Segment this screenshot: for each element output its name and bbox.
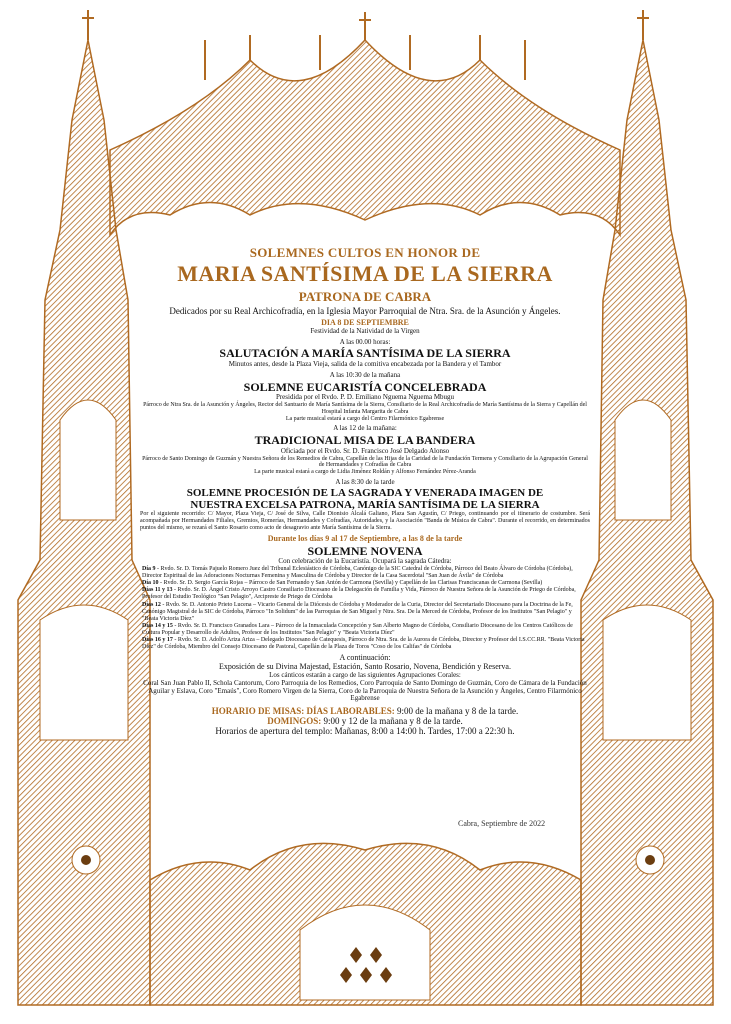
- event-salutacion: SALUTACIÓN A MARÍA SANTÍSIMA DE LA SIERRA: [219, 346, 511, 361]
- content-column: [140, 246, 590, 737]
- exposition: Exposición de su Divina Majestad, Estación, Santo Rosario, Novena, Bendición y Reserva.: [219, 662, 511, 671]
- event-eucaristia-desc: Párroco de Ntra Sra. de la Asunción y Ángeles, Rector del Santuario de María Santísima de la Sierra, Consiliario de la Real Archicofradía de María Santísima de la Sierra y Capellán del Hospital Infanta Margarita de Cabra: [143, 401, 587, 415]
- novena-title: SOLEMNE NOVENA: [307, 543, 423, 558]
- event-eucaristia: SOLEMNE EUCARISTÍA CONCELEBRADA: [243, 379, 487, 394]
- horario-label-domingos: DOMINGOS:: [267, 716, 322, 727]
- dedication-text: Dedicados por su Real Archicofradía, en la Iglesia Mayor Parroquial de Ntra. Sra. de la Asunción y Ángeles.: [169, 305, 561, 316]
- time-4: A las 8:30 de la tarde: [335, 478, 395, 487]
- horario-misas: [140, 706, 590, 736]
- main-title: MARIA SANTÍSIMA DE LA SIERRA: [177, 260, 553, 286]
- day8-date: DIA 8 DE SEPTIEMBRE: [321, 317, 409, 327]
- novena-intro: Con celebración de la Eucaristía. Ocupará la sagrada Cátedra:: [278, 557, 452, 566]
- day8-festivity: Festividad de la Natividad de la Virgen: [310, 326, 420, 335]
- subtitle: SOLEMNES CULTOS EN HONOR DE: [249, 245, 481, 260]
- novena-dates: Durante los días 9 al 17 de Septiembre, a las 8 de la tarde: [267, 533, 463, 543]
- horario-value-domingos: 9:00 y 12 de la mañana y 8 de la tarde.: [321, 716, 463, 727]
- horario-label-laborables: HORARIO DE MISAS: DÍAS LABORABLES:: [211, 706, 395, 717]
- event-procesion-line2: NUESTRA EXCELSA PATRONA, MARÍA SANTÍSIMA DE LA SIERRA: [190, 499, 540, 512]
- event-misa-officiated: Oficiada por el Rvdo. Sr. D. Francisco José Delgado Alonso: [280, 446, 450, 455]
- event-salutacion-desc: Minutos antes, desde la Plaza Vieja, salida de la comitiva encabezada por la Bandera y el Tambor: [228, 359, 502, 368]
- novena-item: Día 9 - Rvdo. Sr. D. Tomás Pajuelo Romero Juez del Tribunal Eclesiástico de Córdoba, Canónigo de la SIC Catedral de Córdoba, Párroco del Beato Álvaro de Córdoba (Córdoba), Director Espiritual de las Adoraciones Nocturnas Femenina y Masculina de Córdoba y Director de la Casa Sacerdotal "San Juan de Ávila" de Córdoba: [142, 566, 573, 580]
- novena-list: [140, 566, 590, 651]
- choirs-intro: Los cánticos estarán a cargo de las siguientes Agrupaciones Corales:: [269, 670, 461, 679]
- novena-item: Día 10 - Rvdo. Sr. D. Sergio García Rojas – Párroco de San Fernando y San Antón de Carmona (Sevilla) y Capellán de las Clarisas Franciscanas de Carmona (Sevilla): [142, 580, 543, 587]
- continuation: A continuación:: [339, 653, 391, 663]
- novena-item: Días 16 y 17 - Rvdo. Sr. D. Adolfo Ariza Ariza – Delegado Diocesano de Catequesis, Párroco de Ntra. Sra. de la Aurora de Córdoba, Director y Profesor del I.S.CC.RR. "Beata Victoria Díez" de Córdoba, Miembro del Consejo Diocesano de Pastoral, Capellán de la Plaza de Toros "Coso de los Califas" de Córdoba: [142, 636, 585, 650]
- novena-item: Días 11 y 13 - Rvdo. Sr. D. Ángel Cristo Arroyo Castro Consiliario Diocesano de la Delegación de Familia y Vida, Párroco de Nuestra Señora de la Asunción de Priego de Córdoba, Profesor del Estudio Teológico "San Pelagio", Arcipreste de Priego de Córdoba: [142, 587, 576, 601]
- choirs-list: Coral San Juan Pablo II, Schola Cantorum, Coro Parroquia de los Remedios, Coro Parroquia de Santo Domingo de Guzmán, Coro de Cámara de la Fundación Aguilar y Eslava, Coro "Emaús", Coro Romero Virgen de la Sierra, Coro de la Parroquia de Nuestra Señora de la Asunción y Ángeles, Centro Filarmónico Egabrense: [143, 678, 587, 703]
- footer-date: Cabra, Septiembre de 2022: [458, 819, 546, 828]
- horario-temple: Horarios de apertura del templo: Mañanas, 8:00 a 14:00 h. Tardes, 17:00 a 22:30 h.: [215, 726, 515, 737]
- patrona-line: PATRONA DE CABRA: [298, 289, 432, 305]
- event-procesion-desc: Por el siguiente recorrido: C/ Mayor, Plaza Vieja, C/ José de Silva, Calle Dionisio Alcalá Galiano, Plaza San Agustín, C/ Priego, continuando por el itinerario de costumbre. Será acompañada por Hermandades Filiales, Gremios, Romerías, Hermandades y Cofradías, Autoridades, y la Asociación "Banda de Música de Cabra". Durante el recorrido, en determinados puntos del mismo, se rezará el Santo Rosario como acto de desagravio ante María Santísima de la Sierra.: [140, 511, 590, 531]
- novena-item: Días 14 y 15 - Rvdo. Sr. D. Francisco Granados Lara – Párroco de la Inmaculada Concepción y San Alberto Magno de Córdoba, Consiliario Diocesano de los Centros Católicos de Cultura Popular y Desarrollo de Adultos, Profesor de los Institutos "San Pelagio" y "Beata Victoria Díez": [142, 622, 573, 636]
- time-2: A las 10:30 de la mañana: [329, 370, 401, 379]
- horario-value-laborables: 9:00 de la mañana y 8 de la tarde.: [394, 706, 519, 717]
- event-misa-music: La parte musical estará a cargo de Lidia Jiménez Roldán y Alfonso Fernández Pérez-Aranda: [254, 469, 476, 476]
- novena-item: Días 12 - Rvdo. Sr. D. Antonio Prieto Lucena – Vicario General de la Diócesis de Córdoba y Moderador de la Curia, Director del Secretariado Diocesano para la Doctrina de la Fe, Canónigo Magistral de la SIC de Córdoba, Párroco "In Solidum" de las Parroquias de San Miguel y Ntra. Sra. De la Merced de Córdoba, Profesor de los Institutos "San Pelagio" y "Beata Victoria Díez": [142, 601, 573, 622]
- event-misa-desc: Párroco de Santo Domingo de Guzmán y Nuestra Señora de los Remedios de Cabra, Capellán de las Hijas de la Caridad de la Fundación Termens y Consiliario de la Agrupación General de Hermandades y Cofradías de Cabra: [142, 455, 588, 469]
- event-misa-bandera: TRADICIONAL MISA DE LA BANDERA: [254, 433, 476, 448]
- time-1: A las 00.00 horas:: [339, 337, 391, 346]
- time-3: A las 12 de la mañana:: [333, 424, 397, 433]
- event-eucaristia-music: La parte musical estará a cargo del Centro Filarmónico Egabrense: [285, 415, 445, 422]
- event-eucaristia-presided: Presidida por el Rvdo. P. D. Emiliano Nguema Nguema Mbugu: [275, 392, 455, 401]
- event-procesion-line1: SOLEMNE PROCESIÓN DE LA SAGRADA Y VENERADA IMAGEN DE: [186, 487, 544, 500]
